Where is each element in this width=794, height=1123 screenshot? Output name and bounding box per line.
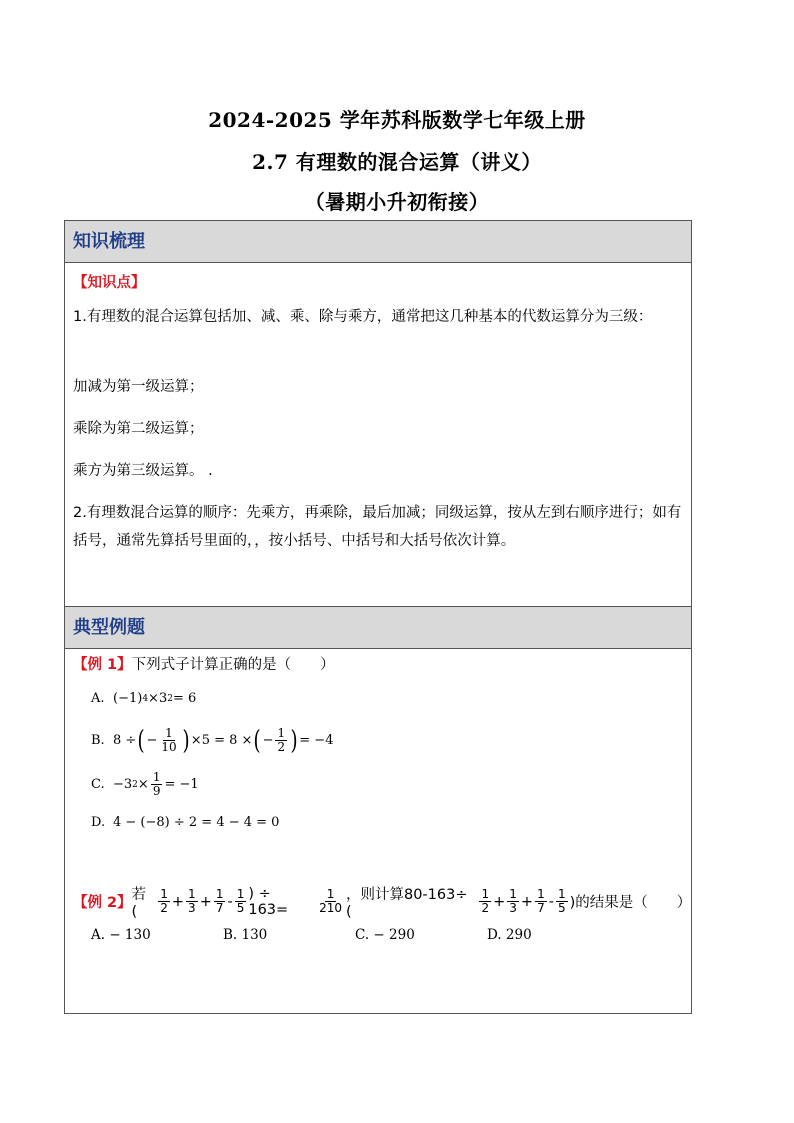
- knowledge-header: 知识梳理: [65, 221, 691, 263]
- example-2-eq-frac: $\frac{1}{210}$: [319, 887, 342, 915]
- example-1-question: [73, 651, 683, 679]
- option-b-frac-2: $\frac{1}{2}$: [277, 726, 286, 754]
- example-2-mid1: ) ÷ 163=: [248, 885, 289, 918]
- option-a-expr-c: = 6: [172, 691, 197, 706]
- option-a-expr-a: (−1): [113, 691, 143, 706]
- option-c-exp: 2: [132, 779, 138, 790]
- option-c-pre: −3: [113, 777, 133, 792]
- option-b-mid: ×5 = 8 ×: [190, 733, 253, 748]
- option-b: B. 8 ÷ ( − $\frac{1}{10}$ ) ×5 = 8 × ( − $\frac{1}{2}$ ) = −4: [91, 725, 334, 756]
- example-2-tag: 【例 2】: [73, 895, 132, 911]
- option-a: [91, 691, 196, 706]
- example-2-question: 【例 2】 若 ( $\frac{1}{2}$ + $\frac{1}{3}$ + $\frac{1}{7}$ - $\frac{1}{5}$ ) ÷ 163= $\frac{1}{210}$ ，则计算80-163÷ ( $\frac{1}{2}$ + $\frac{1}{3}$ + $\frac{1}{7}$ - $\frac{1}{5}$ )的结果是（ ）: [73, 883, 691, 920]
- example-1-tag: 【例 1】: [73, 657, 132, 673]
- example-1-text: 下列式子计算正确的是（ ）: [131, 657, 335, 673]
- option-c-post: = −1: [164, 777, 199, 792]
- option-c: [91, 771, 199, 798]
- example-2-post: )的结果是（ ）: [569, 895, 692, 911]
- option-d-label: D.: [91, 815, 106, 830]
- choice-c: C. − 290: [355, 927, 415, 943]
- option-c-frac: $\frac{1}{9}$: [152, 770, 161, 798]
- document-title: 2024-2025 学年苏科版数学七年级上册: [208, 108, 586, 132]
- option-a-exp-b: 2: [167, 693, 173, 704]
- choice-b: B. 130: [223, 927, 268, 943]
- option-a-expr-b: ×3: [148, 691, 168, 706]
- knowledge-point-4: 乘方为第三级运算。 .: [73, 463, 213, 479]
- option-c-label: C.: [91, 777, 105, 792]
- example-2-pre: 若 (: [131, 887, 147, 920]
- knowledge-point-5: 2.有理数混合运算的顺序：先乘方，再乘除，最后加减；同级运算，按从左到右顺序进行；如有括号，通常先算括号里面的，，按小括号、中括号和大括号依次计算。: [73, 505, 682, 549]
- option-b-label: B.: [91, 733, 105, 748]
- option-c-times: ×: [137, 777, 149, 792]
- knowledge-section: [64, 220, 692, 608]
- knowledge-point-1: 1.有理数的混合运算包括加、减、乘、除与乘方，通常把这几种基本的代数运算分为三级：: [73, 309, 653, 325]
- examples-section: [64, 606, 692, 1014]
- option-d: [91, 815, 279, 830]
- example-2-choices: [91, 927, 619, 943]
- choice-a: A. − 130: [91, 927, 151, 943]
- knowledge-point-3: 乘除为第二级运算；: [73, 421, 204, 437]
- example-2-frac-2: $\frac{1}{3}$: [188, 887, 196, 915]
- option-a-label: A.: [91, 691, 105, 706]
- examples-header: 典型例题: [65, 607, 691, 649]
- example-2-frac-3: $\frac{1}{7}$: [215, 887, 224, 915]
- knowledge-point-2: 加减为第一级运算；: [73, 379, 204, 395]
- option-b-pre: 8 ÷: [113, 733, 137, 748]
- knowledge-tag: 【知识点】: [73, 275, 146, 291]
- choice-d: D. 290: [487, 927, 532, 943]
- document-note: （暑期小升初衔接）: [304, 190, 490, 214]
- document-subtitle: 2.7 有理数的混合运算（讲义）: [252, 150, 542, 174]
- example-2-frac-4: $\frac{1}{5}$: [236, 887, 245, 915]
- example-2-mid2: ，则计算80-163÷ (: [345, 887, 468, 920]
- option-a-exp-a: 4: [142, 693, 149, 704]
- example-2-frac-6: $\frac{1}{3}$: [509, 887, 517, 915]
- option-d-expr: 4 − (−8) ÷ 2 = 4 − 4 = 0: [113, 815, 280, 830]
- example-2-frac-5: $\frac{1}{2}$: [481, 887, 490, 915]
- example-2-frac-7: $\frac{1}{7}$: [537, 887, 545, 915]
- example-2-frac-1: $\frac{1}{2}$: [160, 887, 168, 915]
- option-b-post: = −4: [299, 733, 334, 748]
- option-b-frac-1: $\frac{1}{10}$: [161, 726, 177, 754]
- example-2-frac-8: $\frac{1}{5}$: [557, 887, 566, 915]
